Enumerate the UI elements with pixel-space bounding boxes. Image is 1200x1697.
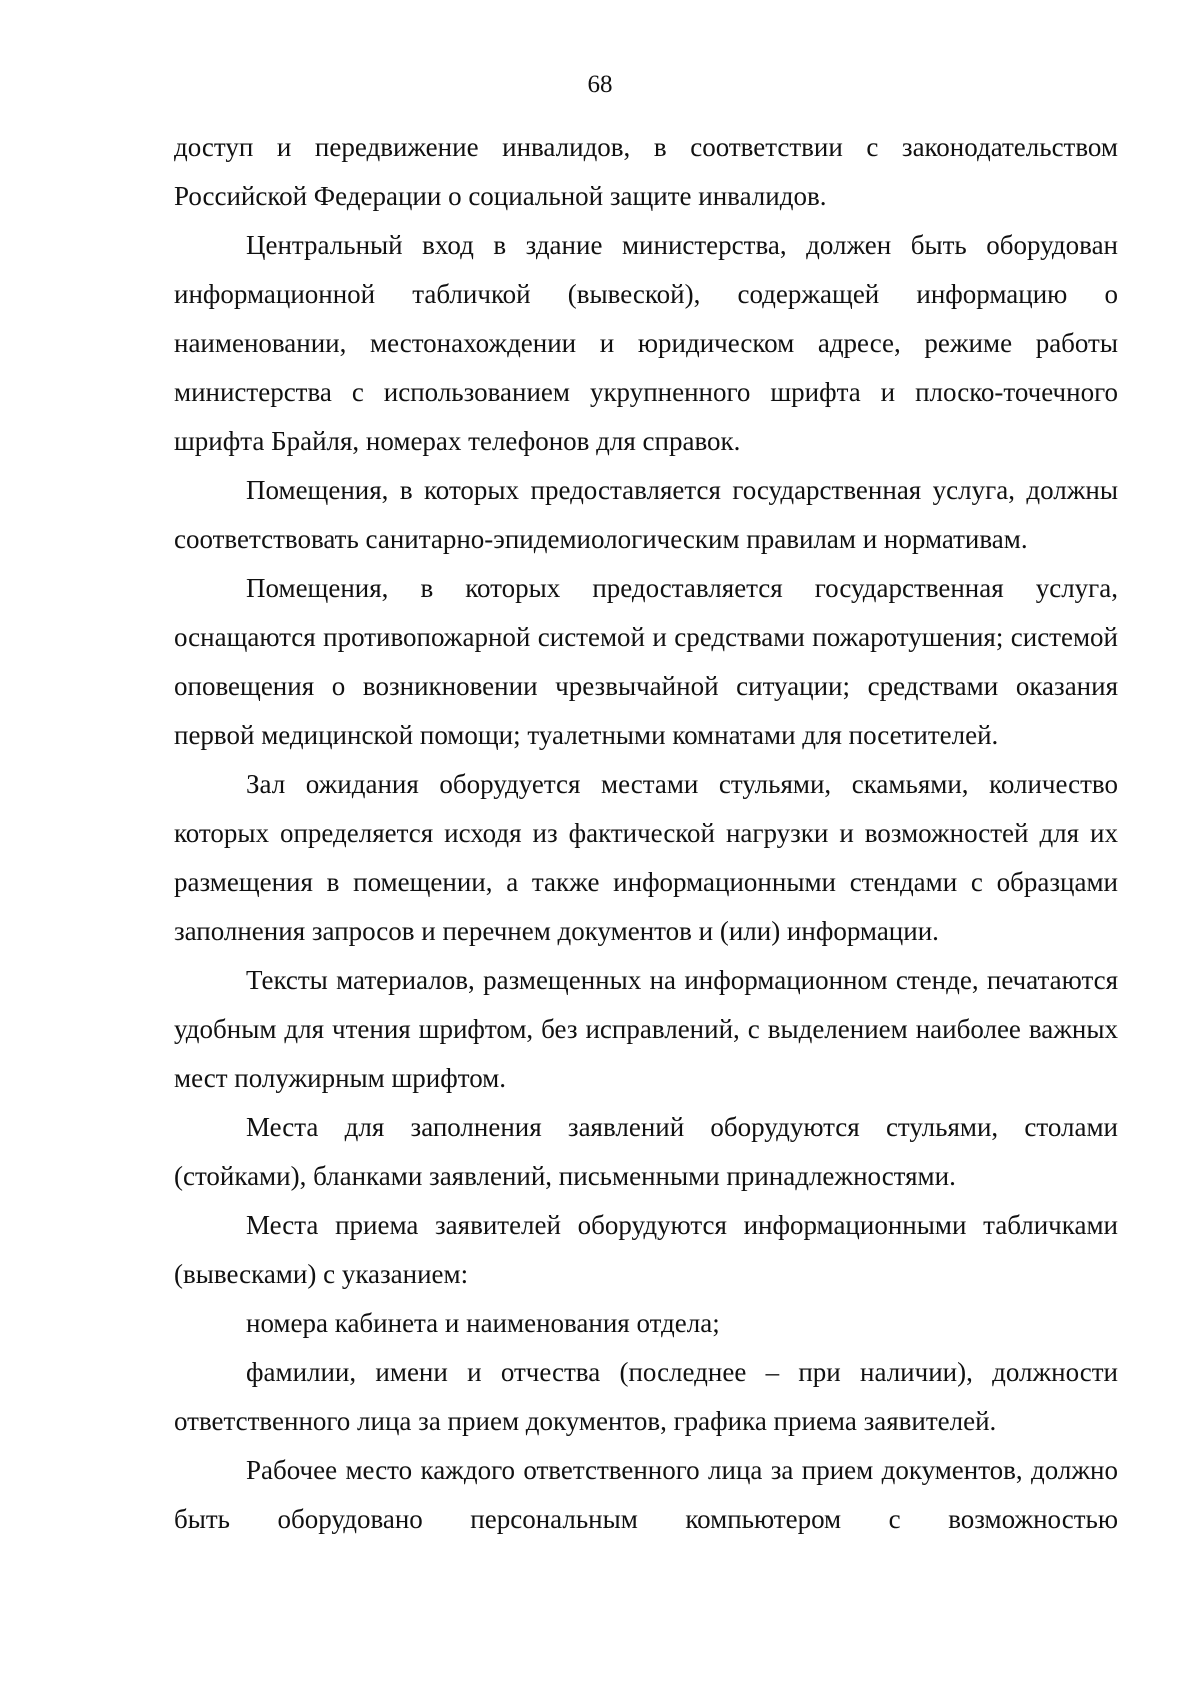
paragraph-waiting-hall: Зал ожидания оборудуется местами стульями, скамьями, количество которых определяется исходя из фактической нагрузки и возможностей для их размещения в помещении, а также информационными стендами с образцами заполнения запросов и перечнем документов и (или) информации. — [174, 769, 1118, 946]
paragraph-workplace: Рабочее место каждого ответственного лица за прием документов, должно быть оборудовано персональным компьютером с возможностью — [174, 1455, 1118, 1534]
paragraph-fire-safety: Помещения, в которых предоставляется государственная услуга, оснащаются противопожарной системой и средствами пожаротушения; системой оповещения о возникновении чрезвычайной ситуации; средствами оказания первой медицинской помощи; туалетными комнатами для посетителей. — [174, 573, 1118, 750]
list-item-office-number: номера кабинета и наименования отдела; — [246, 1308, 720, 1338]
page-body — [174, 123, 1118, 1544]
paragraph-form-filling-places: Места для заполнения заявлений оборудуются стульями, столами (стойками), бланками заявлений, письменными принадлежностями. — [174, 1112, 1118, 1191]
page-number: 68 — [587, 71, 613, 98]
paragraph-sanitary-norms: Помещения, в которых предоставляется государственная услуга, должны соответствовать санитарно-эпидемиологическим правилам и нормативам. — [174, 475, 1118, 554]
paragraph-central-entrance: Центральный вход в здание министерства, должен быть оборудован информационной табличкой (вывеской), содержащей информацию о наименовании, местонахождении и юридическом адресе, режиме работы министерства с использованием укрупненного шрифта и плоско-точечного шрифта Брайля, номерах телефонов для справок. — [174, 230, 1118, 456]
paragraph-continuation: доступ и передвижение инвалидов, в соответствии с законодательством Российской Федерации о социальной защите инвалидов. — [174, 132, 1118, 211]
paragraph-reception-places: Места приема заявителей оборудуются информационными табличками (вывесками) с указанием: — [174, 1210, 1118, 1289]
paragraph-stand-texts: Тексты материалов, размещенных на информационном стенде, печатаются удобным для чтения шрифтом, без исправлений, с выделением наиболее важных мест полужирным шрифтом. — [174, 965, 1118, 1093]
list-item-responsible-person: фамилии, имени и отчества (последнее – при наличии), должности ответственного лица за прием документов, графика приема заявителей. — [174, 1357, 1118, 1436]
